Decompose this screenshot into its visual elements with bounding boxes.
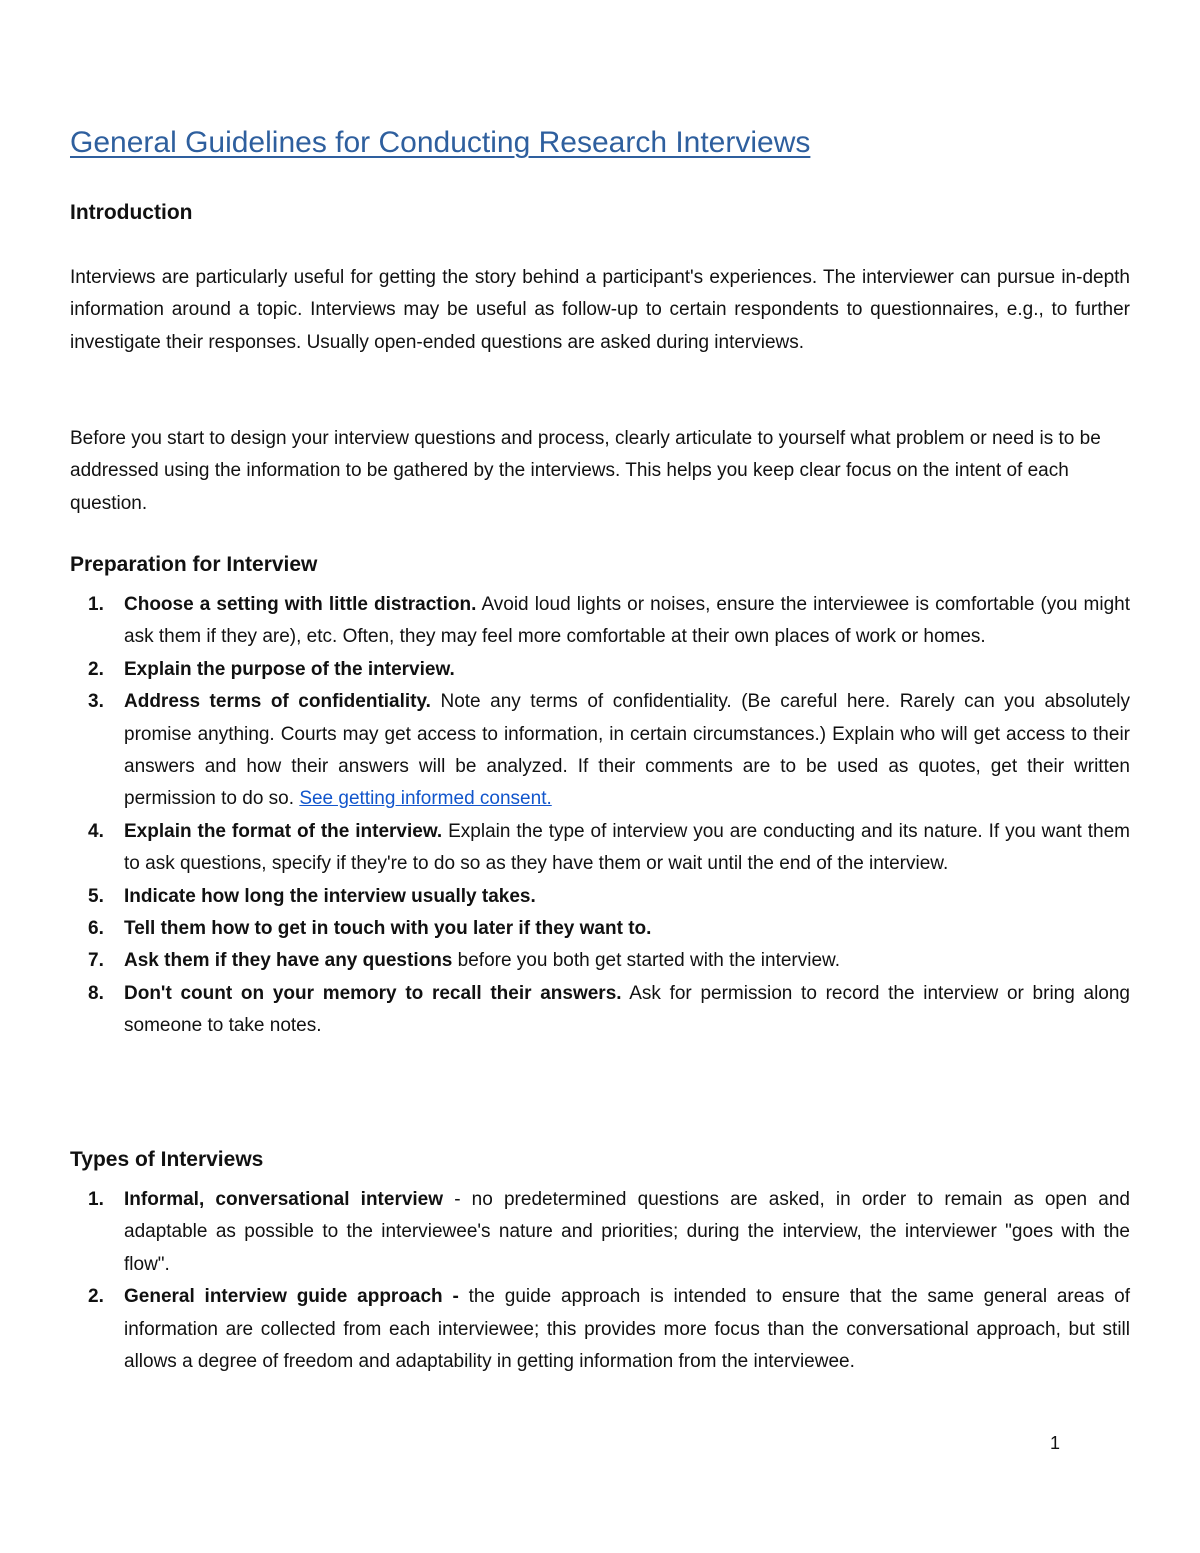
page-number: 1 [1050,1433,1061,1453]
item-bold-lead: Ask them if they have any questions [124,950,453,972]
list-item [88,1281,1131,1378]
list-item [88,654,1130,686]
intro-paragraph-1: Interviews are particularly useful for getting the story behind a participant's experiences. The interviewer can pursue in-depth information around a topic. Interviews may be useful as follow-up to certain respondents to questionnaires, e.g., to further investigate their responses. Usually open-ended questions are asked during interviews. [70,267,1130,353]
list-item [88,913,1130,945]
item-text: the guide approach is intended to ensure that the same general areas of information are collected from each interviewee; this provides more focus than the conversational approach, but still allows a degree of freedom and adaptability in getting information from the interviewee. [124,1286,1131,1373]
item-bold-lead: Explain the format of the interview. [124,820,443,842]
introduction-heading: Introduction [70,201,193,224]
list-number: 7. [88,950,104,972]
document-page [70,0,1130,1553]
list-item [88,589,1130,654]
item-text: - no predetermined questions are asked, in order to remain as open and adaptable as possible to the interviewee's nature and priorities; during the interview, the interviewer "goes with the flow". [124,1189,1130,1275]
item-bold-lead: Informal, conversational interview [124,1189,444,1210]
list-number: 1. [88,1189,104,1210]
intro-paragraph-2: Before you start to design your interview questions and process, clearly articulate to yourself what problem or need is to be addressed using the information to be gathered by the interviews. This helps you keep clear focus on the intent of each question. [70,428,1101,514]
list-item [88,881,1130,913]
list-item [88,1184,1130,1281]
list-item [88,945,1130,977]
types-list [70,1184,1130,1378]
item-bold-lead: Address terms of confidentiality. [124,691,431,713]
list-item [88,816,1130,881]
list-number: 2. [88,658,104,680]
item-bold-lead: Indicate how long the interview usually takes. [124,885,536,907]
list-item [88,978,1130,1043]
list-number: 1. [88,594,104,615]
item-bold-lead: General interview guide approach - [124,1286,459,1308]
item-text: Ask for permission to record the interview or bring along someone to take notes. [124,982,1130,1037]
informed-consent-link[interactable]: See getting informed consent. [299,788,552,810]
list-item [88,686,1131,816]
types-heading: Types of Interviews [70,1148,264,1171]
item-text: Avoid loud lights or noises, ensure the interviewee is comfortable (you might ask them if they are), etc. Often, they may feel more comfortable at their own places of work or homes. [124,594,1130,648]
list-number: 3. [88,691,104,713]
item-bold-lead: Choose a setting with little distraction. [124,594,477,615]
item-bold-lead: Tell them how to get in touch with you later if they want to. [124,918,652,940]
item-text: Explain the type of interview you are conducting and its nature. If you want them to ask questions, specify if they're to do so as they have them or wait until the end of the interview. [124,820,1130,875]
item-text: before you both get started with the interview. [452,950,840,972]
item-bold-lead: Don't count on your memory to recall their answers. [124,982,622,1004]
item-text: Note any terms of confidentiality. (Be careful here. Rarely can you absolutely promise anything. Courts may get access to information, in certain circumstances.) Explain who will get access to their answers and how their answers will be analyzed. If their comments are to be used as quotes, get their written permission to do so. [124,691,1131,810]
list-number: 5. [88,885,104,907]
document-title: General Guidelines for Conducting Research Interviews [70,126,811,159]
item-bold-lead: Explain the purpose of the interview. [124,658,455,680]
list-number: 8. [88,982,104,1004]
list-number: 2. [88,1286,104,1308]
preparation-heading: Preparation for Interview [70,553,318,576]
preparation-list [70,589,1130,1043]
list-number: 6. [88,918,104,940]
list-number: 4. [88,820,104,842]
